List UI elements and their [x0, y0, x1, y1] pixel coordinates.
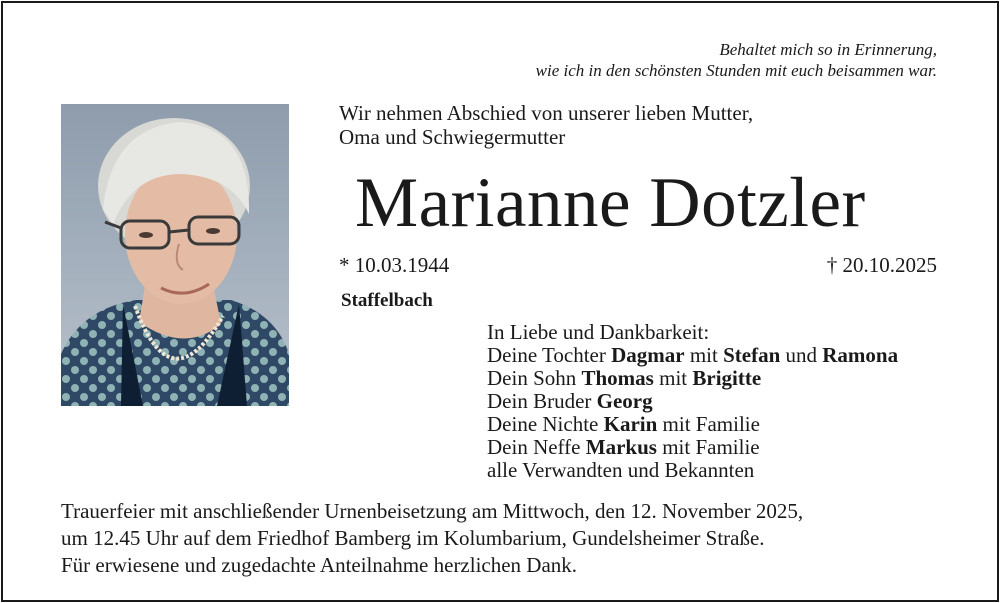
deceased-name: Marianne Dotzler [355, 164, 866, 242]
mourner-brother: Dein Bruder Georg [487, 389, 653, 413]
motto-line-2: wie ich in den schönsten Stunden mit euch beisammen war. [535, 61, 937, 80]
obituary-frame [1, 1, 999, 602]
mourner-nephew: Dein Neffe Markus mit Familie [487, 435, 760, 459]
footer-line-3: Für erwiesene und zugedachte Anteilnahme herzlichen Dank. [61, 553, 578, 577]
intro-line-2: Oma und Schwiegermutter [339, 125, 566, 149]
footer-line-2: um 12.45 Uhr auf dem Friedhof Bamberg im Kolumbarium, Gundelsheimer Straße. [61, 526, 765, 550]
mourner-relatives: alle Verwandten und Bekannten [487, 458, 755, 482]
intro-line-1: Wir nehmen Abschied von unserer lieben Mutter, [339, 101, 754, 125]
mourners-list [487, 321, 898, 482]
motto [536, 39, 937, 81]
mourner-niece: Deine Nichte Karin mit Familie [487, 412, 760, 436]
footer-line-1: Trauerfeier mit anschließender Urnenbeisetzung am Mittwoch, den 12. November 2025, [61, 499, 804, 523]
mourner-son: Dein Sohn Thomas mit Brigitte [487, 366, 762, 390]
portrait-photo [61, 104, 289, 406]
motto-line-1: Behaltet mich so in Erinnerung, [719, 40, 937, 59]
birth-date: * 10.03.1944 [339, 253, 450, 277]
intro-text [339, 101, 753, 149]
funeral-notice [61, 498, 803, 579]
death-date: † 20.10.2025 [826, 253, 937, 277]
mourner-daughter: Deine Tochter Dagmar mit Stefan und Ramona [487, 343, 899, 367]
mourners-heading: In Liebe und Dankbarkeit: [487, 320, 710, 344]
hometown: Staffelbach [341, 290, 433, 311]
